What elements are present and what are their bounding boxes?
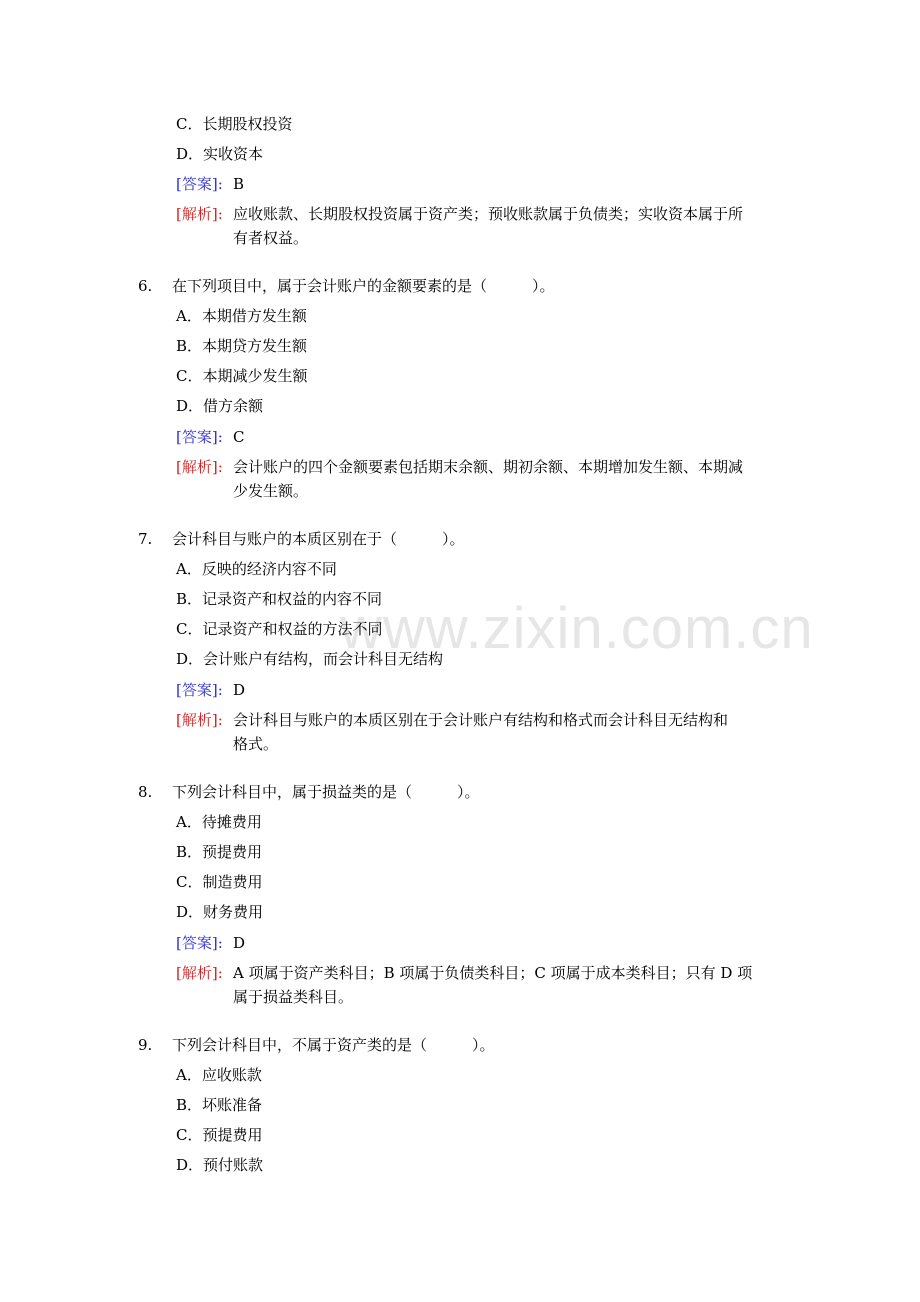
q8-analysis-label: [解析]: [176, 964, 223, 982]
q6-analysis-line2: 少发生额。 [233, 482, 309, 500]
q9-option-d: D．预付账款 [176, 1156, 264, 1174]
q8-answer-label: [答案]: [176, 934, 223, 952]
q5-option-d: D．实收资本 [176, 145, 264, 163]
q6-analysis-label: [解析]: [176, 458, 223, 476]
q6-option-a: A．本期借方发生额 [176, 307, 307, 325]
q7-number: 7. [138, 530, 153, 548]
q5-analysis-line2: 有者权益。 [233, 229, 309, 247]
q7-option-a: A．反映的经济内容不同 [176, 560, 337, 578]
q7-answer-value: D [233, 681, 246, 699]
q7-analysis-line1: 会计科目与账户的本质区别在于会计账户有结构和格式而会计科目无结构和 [233, 711, 729, 729]
q8-analysis-line2: 属于损益类科目。 [233, 988, 354, 1006]
q8-option-c: C．制造费用 [176, 873, 263, 891]
q6-option-b: B．本期贷方发生额 [176, 337, 308, 355]
q9-option-c: C．预提费用 [176, 1126, 263, 1144]
q6-answer-label: [答案]: [176, 428, 223, 446]
watermark: www.zixin.com.cn [340, 596, 814, 661]
q5-analysis-label: [解析]: [176, 205, 223, 223]
q6-analysis-line1: 会计账户的四个金额要素包括期末余额、期初余额、本期增加发生额、本期减 [233, 458, 744, 476]
q7-option-d: D．会计账户有结构，而会计科目无结构 [176, 650, 444, 668]
q9-number: 9. [138, 1036, 153, 1054]
q9-question: 下列会计科目中，不属于资产类的是（ ）。 [172, 1036, 495, 1054]
q6-number: 6. [138, 277, 153, 295]
q5-answer-value: B [233, 175, 245, 193]
q7-option-b: B．记录资产和权益的内容不同 [176, 590, 383, 608]
q8-option-d: D．财务费用 [176, 903, 264, 921]
q5-answer-row [176, 174, 223, 194]
q8-question: 下列会计科目中，属于损益类的是（ ）。 [172, 783, 480, 801]
q9-option-b: B．坏账准备 [176, 1096, 263, 1114]
q8-number: 8. [138, 783, 153, 801]
q7-question: 会计科目与账户的本质区别在于（ ）。 [172, 530, 465, 548]
q9-option-a: A．应收账款 [176, 1066, 262, 1084]
q7-option-c: C．记录资产和权益的方法不同 [176, 620, 383, 638]
q6-option-d: D．借方余额 [176, 397, 264, 415]
answer-label: [答案]: [176, 175, 223, 193]
q6-option-c: C．本期减少发生额 [176, 367, 308, 385]
q8-answer-value: D [233, 934, 246, 952]
q8-analysis-line1: A 项属于资产类科目；B 项属于负债类科目；C 项属于成本类科目；只有 D 项 [233, 964, 753, 982]
q6-answer-value: C [233, 428, 245, 446]
q7-analysis-label: [解析]: [176, 711, 223, 729]
q7-answer-label: [答案]: [176, 681, 223, 699]
q8-option-a: A．待摊费用 [176, 813, 262, 831]
q5-option-c: C．长期股权投资 [176, 115, 293, 133]
q5-analysis-line1: 应收账款、长期股权投资属于资产类；预收账款属于负债类；实收资本属于所 [233, 205, 744, 223]
q7-analysis-line2: 格式。 [233, 735, 279, 753]
q6-question: 在下列项目中，属于会计账户的金额要素的是（ ）。 [172, 277, 555, 295]
q8-option-b: B．预提费用 [176, 843, 263, 861]
